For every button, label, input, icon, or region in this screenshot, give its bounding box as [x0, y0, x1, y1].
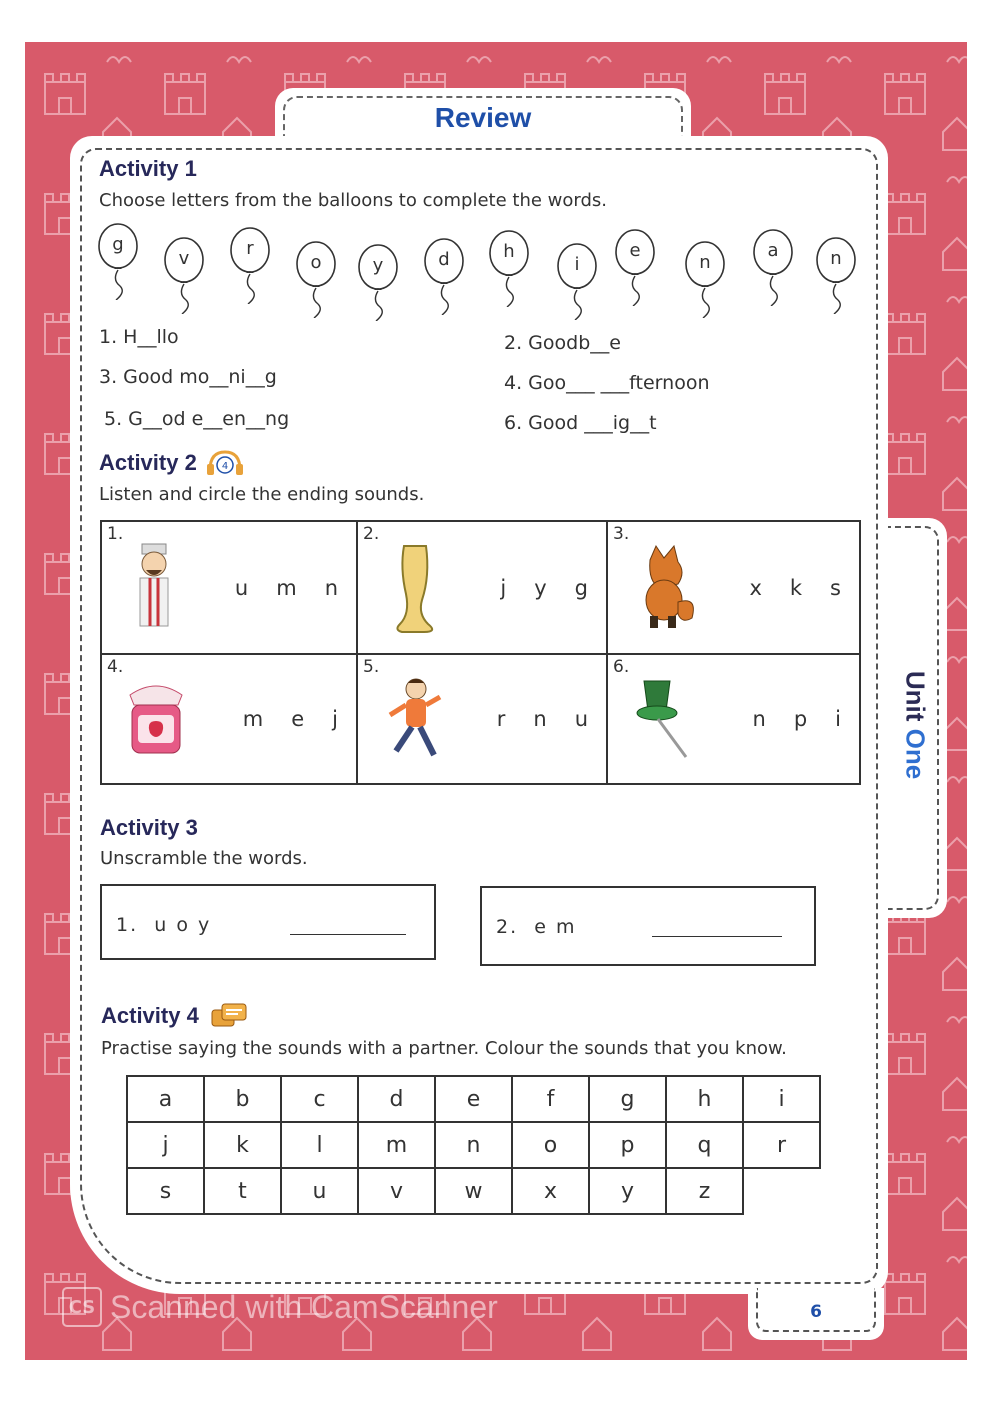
- letter-cell[interactable]: w: [435, 1168, 512, 1214]
- letter-cell[interactable]: h: [666, 1076, 743, 1122]
- letter-option[interactable]: y: [534, 575, 547, 600]
- letter-option[interactable]: n: [324, 575, 338, 600]
- balloon: [684, 240, 730, 318]
- camscanner-watermark: [62, 1287, 498, 1327]
- letter-cell[interactable]: i: [743, 1076, 820, 1122]
- balloon-letter: n: [830, 248, 842, 269]
- balloon: [488, 229, 534, 307]
- letter-cell[interactable]: l: [281, 1122, 358, 1168]
- balloon: [163, 236, 209, 314]
- question-1: 1. H__llo: [99, 326, 179, 348]
- cell-letters: [235, 522, 338, 653]
- letter-option[interactable]: n: [752, 707, 766, 731]
- headphones-icon: [204, 448, 246, 478]
- speech-bubble-icon: [208, 1002, 248, 1034]
- watermark-text: Scanned with CamScanner: [110, 1288, 498, 1325]
- balloon-letter: h: [503, 241, 515, 262]
- letter-option[interactable]: i: [835, 707, 841, 731]
- question-2: 2. Goodb__e: [504, 332, 621, 354]
- balloon: [357, 243, 403, 321]
- question-3: 3. Good mo__ni__g: [99, 366, 277, 388]
- scrambled-letters: e m: [534, 916, 577, 938]
- letter-cell[interactable]: g: [589, 1076, 666, 1122]
- letter-option[interactable]: u: [234, 575, 249, 600]
- cell-number: 3.: [613, 524, 630, 544]
- balloon: [752, 228, 798, 306]
- activity1-instruction: Choose letters from the balloons to complete the words.: [99, 190, 607, 211]
- activity1-title: Activity 1: [99, 156, 197, 181]
- letter-cell[interactable]: d: [358, 1076, 435, 1122]
- activity2-instruction: Listen and circle the ending sounds.: [99, 484, 425, 505]
- unit-word: Unit: [900, 670, 931, 722]
- balloon-letter: n: [699, 252, 711, 273]
- letter-option[interactable]: m: [276, 575, 297, 600]
- cell-number: 2.: [363, 524, 380, 544]
- balloon: [815, 236, 861, 314]
- jam-picture: [124, 675, 188, 765]
- balloon: [556, 242, 602, 320]
- letter-option[interactable]: x: [749, 575, 762, 600]
- cell-number: 4.: [107, 657, 124, 677]
- balloon-letter: i: [574, 254, 580, 275]
- letter-cell[interactable]: x: [512, 1168, 589, 1214]
- balloon-letter: o: [310, 252, 322, 273]
- letter-cell[interactable]: p: [589, 1122, 666, 1168]
- unscramble-box-1: [100, 884, 436, 960]
- scrambled-letters: u o y: [154, 914, 212, 936]
- sound-cell: [101, 521, 357, 654]
- letter-cell[interactable]: u: [281, 1168, 358, 1214]
- fox-picture: [630, 542, 700, 632]
- letter-cell[interactable]: q: [666, 1122, 743, 1168]
- unscramble-item-1: [116, 914, 211, 936]
- letter-option[interactable]: n: [533, 707, 547, 731]
- question-5: 5. G__od e__en__ng: [104, 408, 290, 430]
- sound-cell: [357, 654, 607, 784]
- unscramble-item-2: [496, 916, 576, 938]
- activity4-instruction: Practise saying the sounds with a partner. Colour the sounds that you know.: [101, 1038, 787, 1059]
- balloon: [97, 222, 143, 300]
- question-6: 6. Good ___ig__t: [504, 412, 657, 434]
- alphabet-table: [126, 1075, 821, 1215]
- answer-line[interactable]: [652, 936, 782, 937]
- letter-option[interactable]: u: [574, 707, 588, 731]
- letter-cell[interactable]: y: [589, 1168, 666, 1214]
- camscanner-logo: CS: [62, 1287, 102, 1327]
- ending-sounds-table: [100, 520, 861, 785]
- letter-option[interactable]: p: [793, 707, 808, 731]
- letter-cell[interactable]: m: [358, 1122, 435, 1168]
- letter-cell[interactable]: z: [666, 1168, 743, 1214]
- cell-number: 5.: [363, 657, 380, 677]
- activity2-title: Activity 2: [99, 450, 197, 475]
- sound-cell: [357, 521, 607, 654]
- activity3-instruction: Unscramble the words.: [100, 848, 308, 869]
- letter-cell[interactable]: j: [127, 1122, 204, 1168]
- letter-option[interactable]: j: [332, 707, 338, 731]
- balloon-letter: e: [629, 240, 641, 261]
- balloon: [423, 237, 469, 315]
- cell-letters: [749, 522, 841, 653]
- page-title: Review: [434, 102, 532, 133]
- letter-cell[interactable]: r: [743, 1122, 820, 1168]
- cell-letters: [243, 655, 338, 783]
- cell-number: 1.: [107, 524, 124, 544]
- balloon: [614, 228, 660, 306]
- letter-cell[interactable]: t: [204, 1168, 281, 1214]
- letter-cell[interactable]: s: [127, 1168, 204, 1214]
- balloon-letter: y: [372, 255, 384, 276]
- letter-cell[interactable]: k: [204, 1122, 281, 1168]
- balloon-letter: g: [112, 234, 124, 255]
- man-picture: [124, 542, 184, 632]
- letter-cell[interactable]: o: [512, 1122, 589, 1168]
- balloon-letter: a: [767, 240, 779, 261]
- letter-cell[interactable]: c: [281, 1076, 358, 1122]
- letter-option[interactable]: s: [830, 575, 841, 600]
- unit-number-word: One: [900, 728, 931, 780]
- balloon-letter: d: [438, 249, 450, 270]
- activity3-title: Activity 3: [100, 815, 198, 840]
- question-4: 4. Goo___ ___fternoon: [504, 372, 710, 394]
- sound-cell: [607, 654, 860, 784]
- letter-option[interactable]: e: [291, 707, 305, 731]
- item-number: 2.: [496, 916, 519, 938]
- cell-letters: [497, 655, 588, 783]
- letter-cell[interactable]: n: [435, 1122, 512, 1168]
- empty-cell: [743, 1168, 820, 1214]
- pin-picture: [630, 675, 700, 765]
- letter-option[interactable]: g: [574, 575, 588, 600]
- track-number: 4: [221, 461, 229, 472]
- leg-picture: [380, 542, 450, 637]
- letter-cell[interactable]: e: [435, 1076, 512, 1122]
- item-number: 1.: [116, 914, 139, 936]
- page-number: 6: [810, 1302, 822, 1322]
- balloon-letter: r: [246, 238, 254, 259]
- run-picture: [380, 675, 450, 770]
- cell-number: 6.: [613, 657, 630, 677]
- unscramble-box-2: [480, 886, 816, 966]
- letter-cell[interactable]: a: [127, 1076, 204, 1122]
- letter-option[interactable]: k: [789, 575, 803, 600]
- balloon: [295, 240, 341, 318]
- balloon: [229, 226, 275, 304]
- balloon-letter: v: [178, 248, 190, 269]
- letter-option[interactable]: j: [500, 575, 507, 600]
- sound-cell: [607, 521, 860, 654]
- letter-option[interactable]: m: [242, 707, 264, 731]
- letter-cell[interactable]: f: [512, 1076, 589, 1122]
- cell-letters: [753, 655, 842, 783]
- answer-line[interactable]: [290, 934, 406, 935]
- letter-cell[interactable]: v: [358, 1168, 435, 1214]
- unit-label: [890, 660, 940, 790]
- cell-letters: [500, 522, 588, 653]
- sound-cell: [101, 654, 357, 784]
- activity4-title: Activity 4: [101, 1003, 199, 1028]
- letter-cell[interactable]: b: [204, 1076, 281, 1122]
- letter-option[interactable]: r: [496, 707, 506, 731]
